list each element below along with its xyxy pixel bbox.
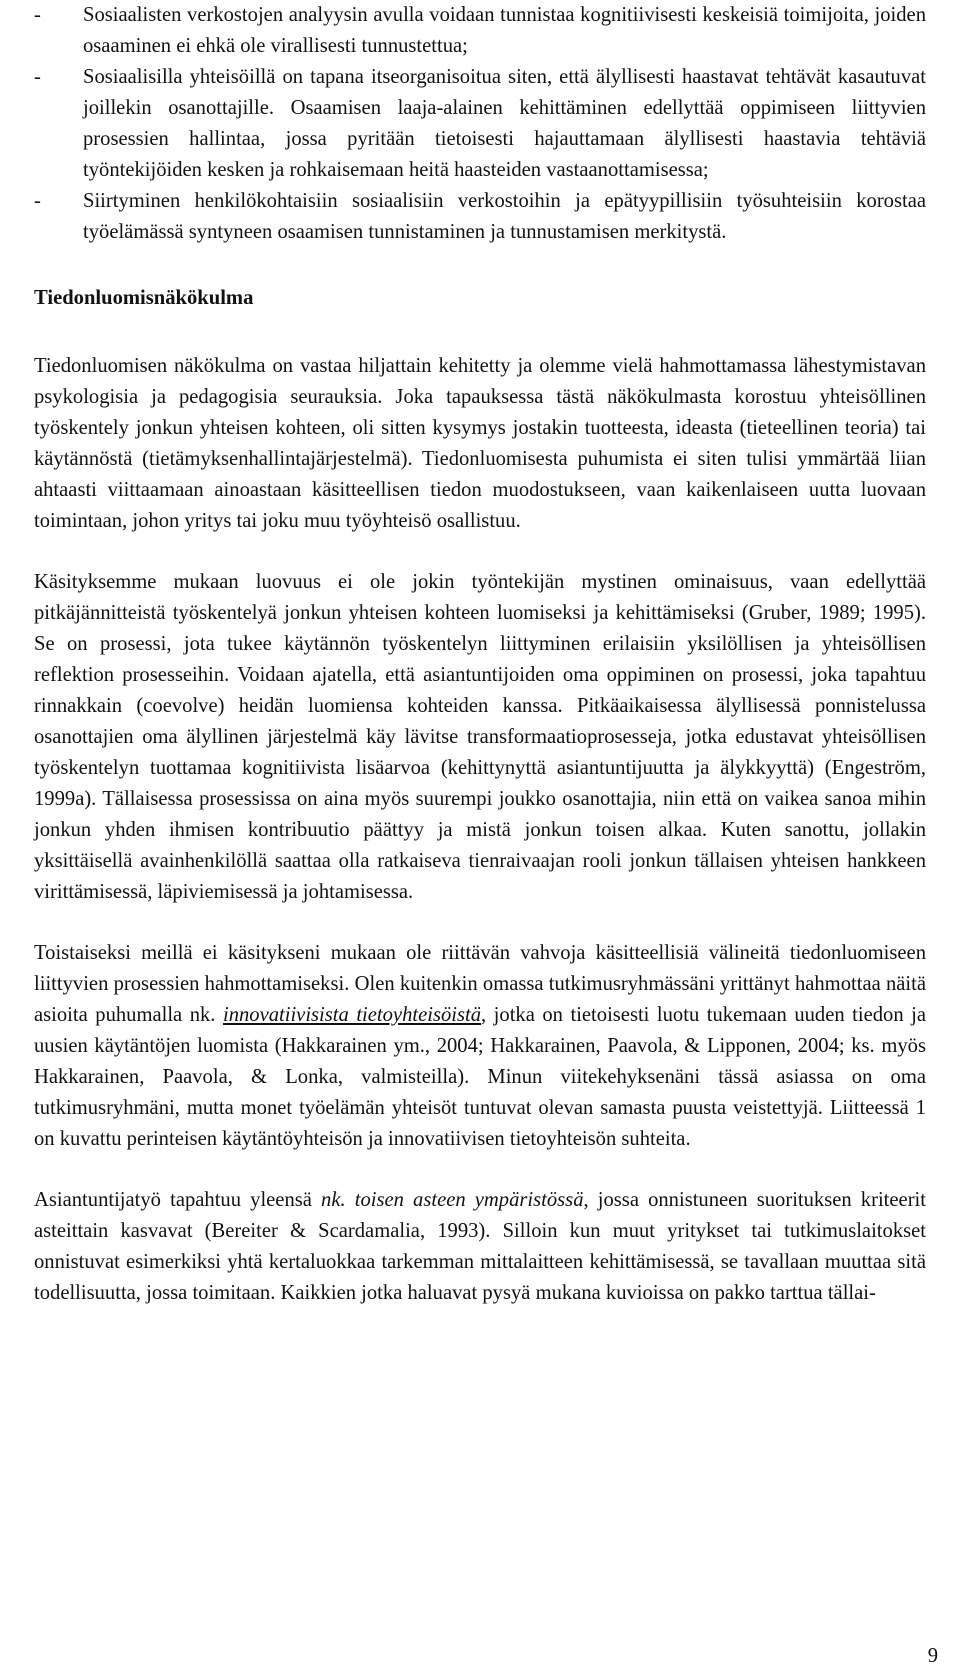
paragraph-2: Käsityksemme mukaan luovuus ei ole jokin työntekijän mystinen ominaisuus, vaan edellyttää pitkäjännitteistä työskentelyä jonkun yhteisen kohteen luomiseksi ja kehittämiseksi (Gruber, 1989; 1995). Se on prosessi, jota tukee käytännön työskentelyn liittyminen erilaisiin yksilöllisen ja yhteisöllisen reflektion prosesseihin. Voidaan ajatella, että asiantuntijoiden oma oppiminen on prosessi, joka tapahtuu rinnakkain (coevolve) heidän luomiensa kohteiden kanssa. Pitkäaikaisessa älyllisessä ponnistelussa osanottajien oma älyllinen järjestelmä käy lävitse transformaatioprosesseja, jotka edustavat yhteisöllisen työskentelyn tuottamaa kognitiivista lisäarvoa (kehittynyttä asiantuntijuutta ja älykkyyttä) (Engeström, 1999a). Tällaisessa prosessissa on aina myös suurempi joukko osanottajia, niin että on vaikea sanoa mihin jonkun yhden ihmisen kontribuutio päättyy ja mistä jonkun toisen alkaa. Kuten sanottu, jollakin yksittäisellä avainhenkilöllä saattaa olla ratkaiseva tienraivaajan rooli jonkun tällaisen yhteisen hankkeen virittämisessä, läpiviemisessä ja johtamisessa. <box>34 571 926 903</box>
paragraph-3 <box>34 938 926 1155</box>
list-item <box>34 186 926 248</box>
document-page <box>34 0 926 1309</box>
list-dash: - <box>34 66 41 88</box>
list-dash: - <box>34 190 41 212</box>
bullet-list <box>34 0 926 248</box>
paragraph-4-after: , jossa onnistuneen suorituksen kriteerit asteittain kasvavat (Bereiter & Scardamalia, 1993). Silloin kun muut yritykset tai tutkimuslaitokset onnistuvat esimerkiksi yhtä kertaluokkaa tarkemman mittalaitteen kehittämisessä, se tavallaan muuttaa sitä todellisuutta, jossa toimitaan. Kaikkien jotka haluavat pysyä mukana kuvioissa on pakko tarttua tällai- <box>34 1189 926 1304</box>
page-number: 9 <box>927 1645 938 1667</box>
paragraph-4-before: Asiantuntijatyö tapahtuu yleensä <box>34 1189 322 1211</box>
paragraph-4 <box>34 1185 926 1309</box>
list-item-text: Sosiaalisilla yhteisöillä on tapana itseorganisoitua siten, että älyllisesti haastavat tehtävät kasautuvat joillekin osanottajille. Osaamisen laaja-alainen kehittäminen edellyttää oppimiseen liittyvien prosessien hallintaa, jossa pyritään tietoisesti hajauttamaan älyllisesti haastavia tehtäviä työntekijöiden kesken ja rohkaisemaan heitä haasteiden vastaanottamisessa; <box>83 66 926 181</box>
list-item-text: Siirtyminen henkilökohtaisiin sosiaalisiin verkostoihin ja epätyypillisiin työsuhteisiin korostaa työelämässä syntyneen osaamisen tunnistaminen ja tunnustamisen merkitystä. <box>83 190 926 243</box>
list-item <box>34 62 926 186</box>
paragraph-3-before: Toistaiseksi meillä ei käsitykseni mukaan ole riittävän vahvoja käsitteellisiä välineitä tiedonluomiseen liittyvien prosessien hahmottamiseksi. Olen kuitenkin omassa tutkimusryhmässäni yrittänyt hahmottaa näitä asioita puhumalla nk. <box>34 942 926 1026</box>
paragraph-4-emphasis: nk. toisen asteen ympäristössä <box>321 1189 584 1211</box>
paragraph-1: Tiedonluomisen näkökulma on vastaa hiljattain kehitetty ja olemme vielä hahmottamassa lähestymistavan psykologisia ja pedagogisia seurauksia. Joka tapauksessa tästä näkökulmasta korostuu yhteisöllinen työskentely jonkun yhteisen kohteen, oli sitten kysymys jostakin tuotteesta, ideasta (tieteellinen teoria) tai käytännöstä (tietämyksenhallintajärjestelmä). Tiedonluomisesta puhumista ei siten tulisi ymmärtää liian ahtaasti viittaamaan ainoastaan käsitteellisen tiedon muodostukseen, vaan kaikenlaiseen uutta luovaan toimintaan, johon yritys tai joku muu työyhteisö osallistuu. <box>34 355 926 532</box>
paragraph-3-after: , jotka on tietoisesti luotu tukemaan uuden tiedon ja uusien käytäntöjen luomista (Hakkarainen ym., 2004; Hakkarainen, Paavola, & Lipponen, 2004; ks. myös Hakkarainen, Paavola, & Lonka, valmisteilla). Minun viitekehyksenäni tässä asiassa on oma tutkimusryhmäni, mutta monet työelämän yhteisöt tuntuvat olevan samasta puusta veistettyjä. Liitteessä 1 on kuvattu perinteisen käytäntöyhteisön ja innovatiivisen tietoyhteisön suhteita. <box>34 1004 927 1150</box>
list-dash: - <box>34 4 41 26</box>
paragraph-3-emphasis: innovatiivisista tietoyhteisöistä <box>222 1004 482 1026</box>
section-heading: Tiedonluomisnäkökulma <box>34 287 254 309</box>
list-item-text: Sosiaalisten verkostojen analyysin avulla voidaan tunnistaa kognitiivisesti keskeisiä toimijoita, joiden osaaminen ei ehkä ole virallisesti tunnustettua; <box>83 4 926 57</box>
list-item <box>34 0 926 62</box>
